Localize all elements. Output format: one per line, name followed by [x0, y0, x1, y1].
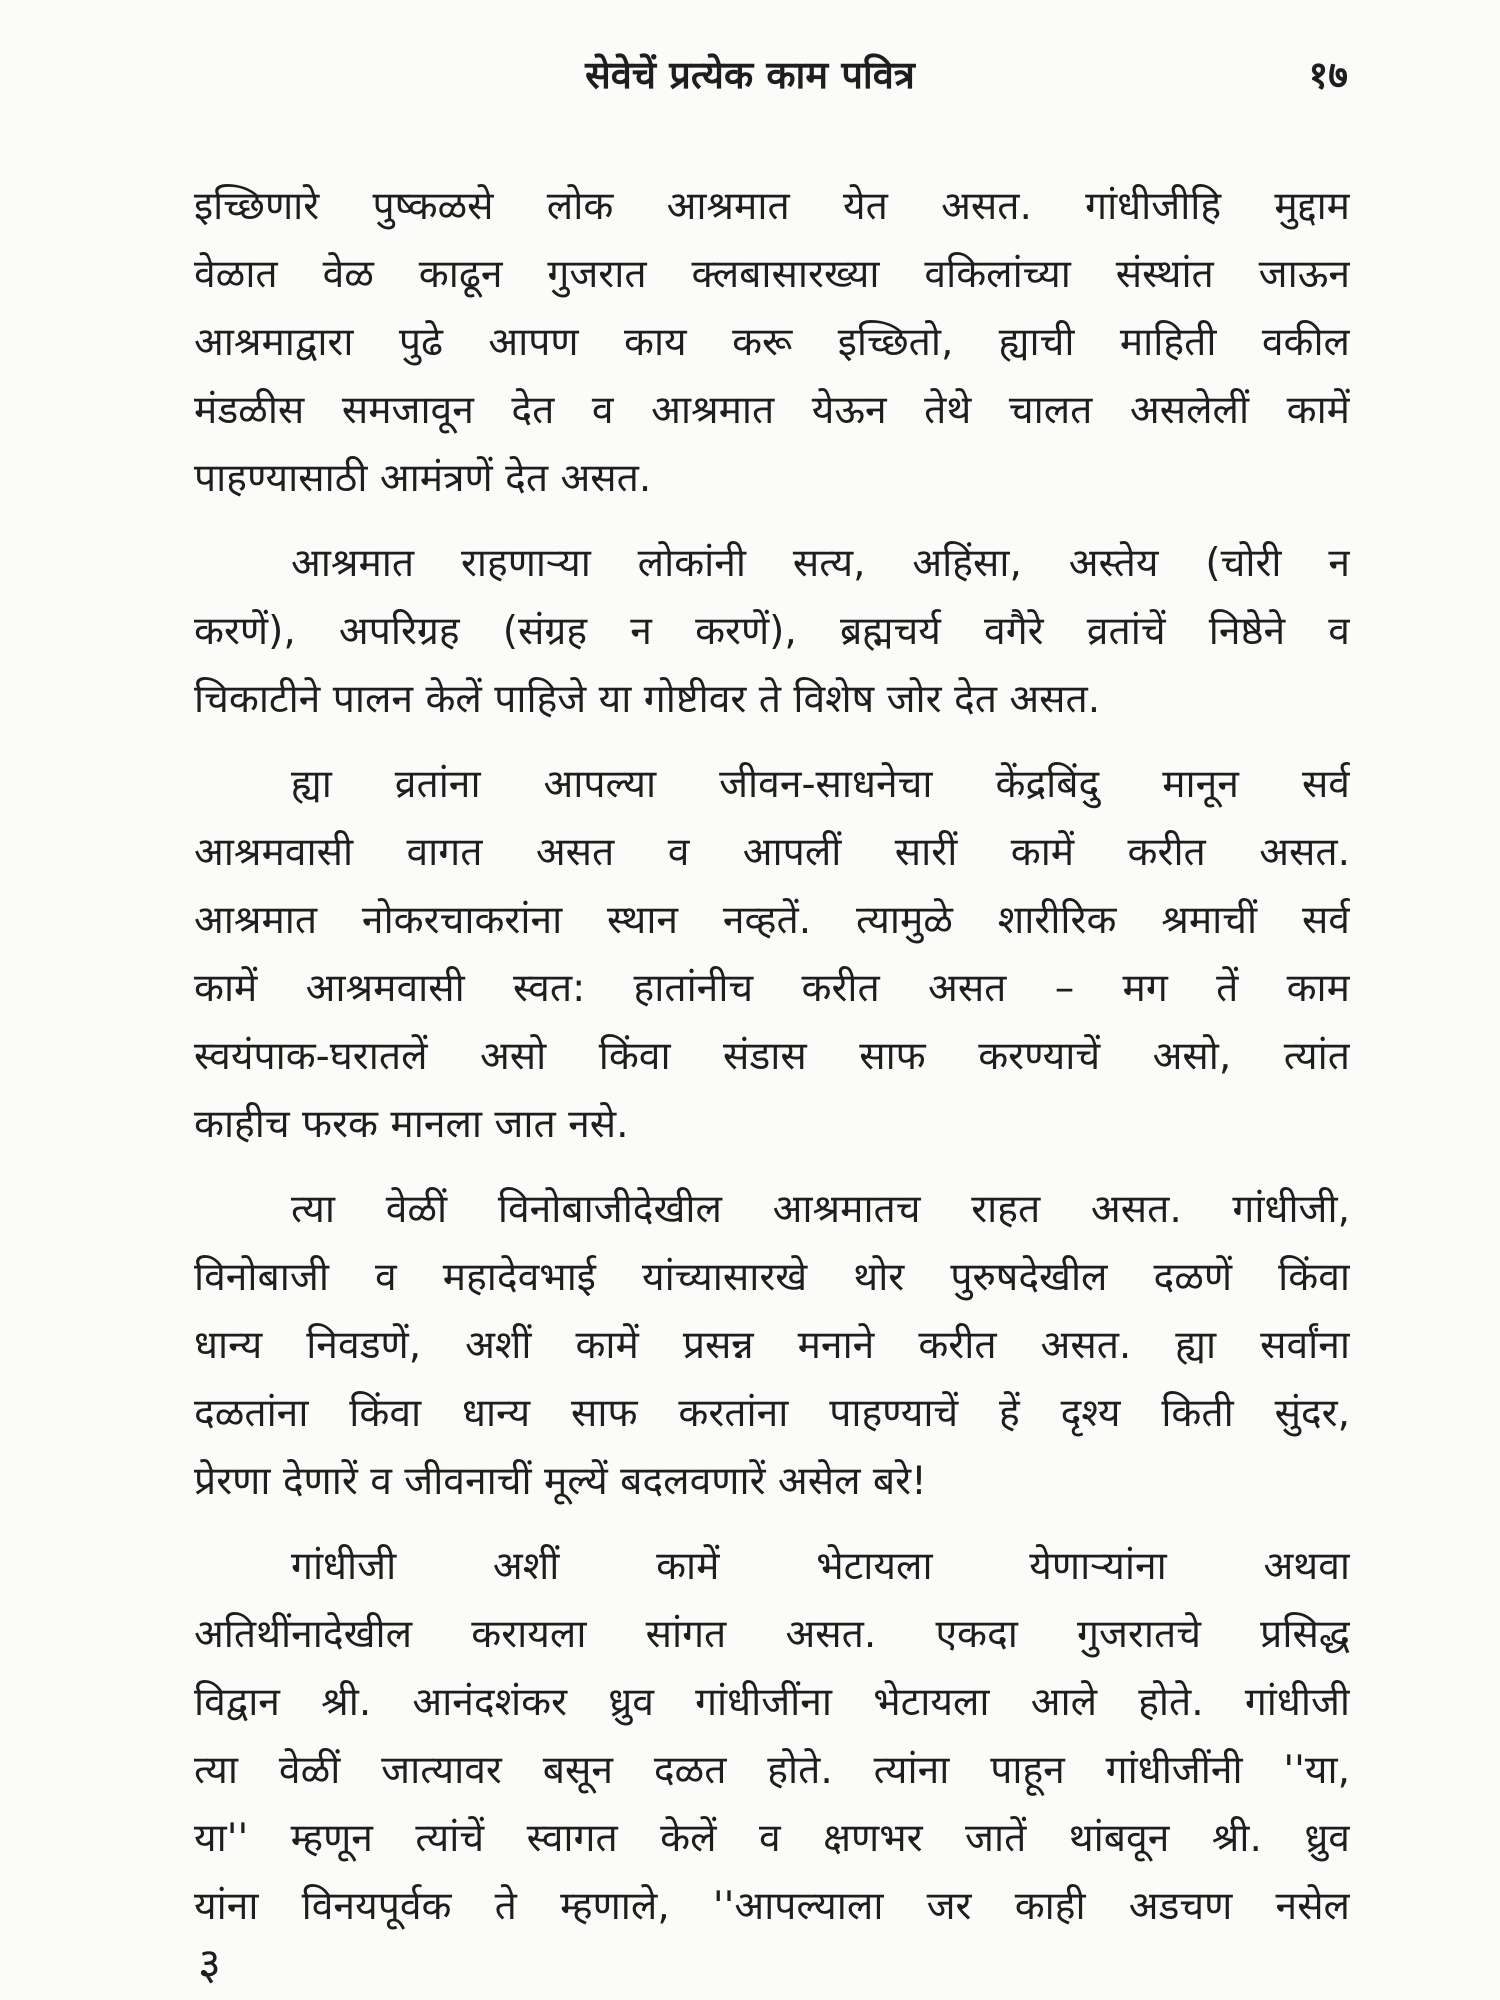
signature-mark: ३ — [198, 1939, 221, 1990]
text-line: आश्रमाद्वारा पुढे आपण काय करू इच्छितो, ह्याची माहिती वकील — [194, 320, 1350, 365]
text-line: पाहण्यासाठी आमंत्रणें देत असत. — [194, 456, 652, 501]
page-header — [0, 44, 1500, 100]
text-line: धान्य निवडणें, अशीं कामें प्रसन्न मनाने करीत असत. ह्या सर्वांना — [194, 1323, 1350, 1368]
running-title: सेवेचें प्रत्येक काम पवित्र — [585, 53, 915, 97]
text-line: या'' म्हणून त्यांचें स्वागत केलें व क्षणभर जातें थांबवून श्री. ध्रुव — [194, 1816, 1350, 1861]
text-line: दळतांना किंवा धान्य साफ करतांना पाहण्याचें हें दृश्य किती सुंदर, — [194, 1391, 1350, 1436]
text-line: इच्छिणारे पुष्कळसे लोक आश्रमात येत असत. गांधीजीहि मुद्दाम — [194, 184, 1350, 229]
text-line: ह्या व्रतांना आपल्या जीवन-साधनेचा केंद्रबिंदु मानून सर्व — [291, 762, 1350, 807]
body-text — [194, 173, 1350, 1958]
text-line: आश्रमात नोकरचाकरांना स्थान नव्हतें. त्यामुळे शारीरिक श्रमाचीं सर्व — [194, 898, 1350, 943]
text-line: आश्रमात राहणाऱ्या लोकांनी सत्य, अहिंसा, अस्तेय (चोरी न — [291, 541, 1350, 586]
paragraph — [194, 1176, 1350, 1516]
text-line: स्वयंपाक-घरातलें असो किंवा संडास साफ करण्याचें असो, त्यांत — [194, 1034, 1350, 1079]
text-line: प्रेरणा देणारें व जीवनाचीं मूल्यें बदलवणारें असेल बरे! — [194, 1459, 927, 1504]
page-number: १७ — [1308, 53, 1348, 97]
paragraph — [194, 173, 1350, 513]
text-line: विद्वान श्री. आनंदशंकर ध्रुव गांधीजींना भेटायला आले होते. गांधीजी — [194, 1680, 1350, 1725]
text-line: विनोबाजी व महादेवभाई यांच्यासारखे थोर पुरुषदेखील दळणें किंवा — [194, 1255, 1350, 1300]
paragraph — [194, 751, 1350, 1159]
text-line: गांधीजी अशीं कामें भेटायला येणाऱ्यांना अथवा — [291, 1544, 1350, 1589]
paragraph — [194, 530, 1350, 734]
text-line: करणें), अपरिग्रह (संग्रह न करणें), ब्रह्मचर्य वगैरे व्रतांचें निष्ठेने व — [194, 609, 1350, 654]
text-line: अतिथींनादेखील करायला सांगत असत. एकदा गुजरातचे प्रसिद्ध — [194, 1612, 1350, 1657]
text-line: यांना विनयपूर्वक ते म्हणाले, ''आपल्याला जर काही अडचण नसेल — [194, 1884, 1350, 1929]
paragraph — [194, 1533, 1350, 1941]
text-line: कामें आश्रमवासी स्वत: हातांनीच करीत असत – मग तें काम — [194, 966, 1350, 1011]
text-line: त्या वेळीं विनोबाजीदेखील आश्रमातच राहत असत. गांधीजी, — [291, 1187, 1350, 1232]
text-line: मंडळीस समजावून देत व आश्रमात येऊन तेथे चालत असलेलीं कामें — [194, 388, 1350, 433]
text-line: काहीच फरक मानला जात नसे. — [194, 1102, 629, 1147]
text-line: वेळात वेळ काढून गुजरात क्लबासारख्या वकिलांच्या संस्थांत जाऊन — [194, 252, 1350, 297]
text-line: चिकाटीने पालन केलें पाहिजे या गोष्टीवर ते विशेष जोर देत असत. — [194, 677, 1101, 722]
text-line: त्या वेळीं जात्यावर बसून दळत होते. त्यांना पाहून गांधीजींनी ''या, — [194, 1748, 1350, 1793]
text-line: आश्रमवासी वागत असत व आपलीं सारीं कामें करीत असत. — [194, 830, 1350, 875]
